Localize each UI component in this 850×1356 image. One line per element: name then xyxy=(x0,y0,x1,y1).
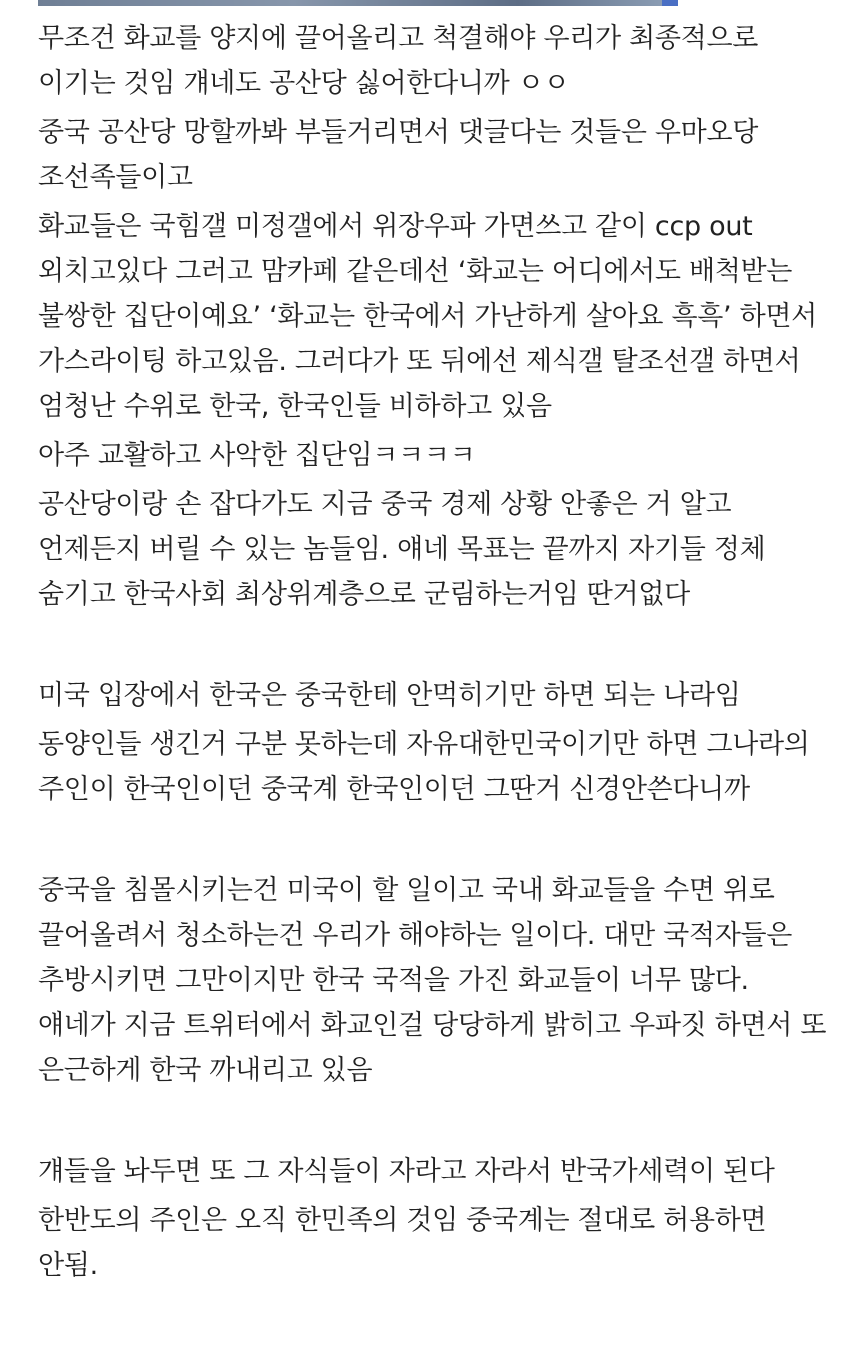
paragraph-5: 공산당이랑 손 잡다가도 지금 중국 경제 상황 안좋은 거 알고 언제든지 버릴 수 있는 놈들임. 얘네 목표는 끝까지 자기들 정체 숨기고 한국사회 최상위계층으로 군림하는거임 딴거없다 xyxy=(38,489,766,610)
post-body xyxy=(38,16,828,1292)
paragraph-10: 한반도의 주인은 오직 한민족의 것임 중국계는 절대로 허용하면 안됨. xyxy=(38,1205,767,1281)
spacer xyxy=(38,1097,828,1149)
spacer xyxy=(38,816,828,868)
spacer xyxy=(38,621,828,673)
paragraph-4: 아주 교활하고 사악한 집단임ㅋㅋㅋㅋ xyxy=(38,440,476,471)
paragraph-1: 무조건 화교를 양지에 끌어올리고 척결해야 우리가 최종적으로 이기는 것임 걔네도 공산당 싫어한다니까 ㅇㅇ xyxy=(38,23,759,99)
image-corner-icon xyxy=(662,0,678,6)
paragraph-7: 동양인들 생긴거 구분 못하는데 자유대한민국이기만 하면 그나라의 주인이 한국인이던 중국계 한국인이던 그딴거 신경안쓴다니까 xyxy=(38,729,810,805)
top-image-fragment xyxy=(38,0,678,6)
paragraph-9: 걔들을 놔두면 또 그 자식들이 자라고 자라서 반국가세력이 된다 xyxy=(38,1156,775,1187)
paragraph-6: 미국 입장에서 한국은 중국한테 안먹히기만 하면 되는 나라임 xyxy=(38,680,741,711)
paragraph-8: 중국을 침몰시키는건 미국이 할 일이고 국내 화교들을 수면 위로 끌어올려서 청소하는건 우리가 해야하는 일이다. 대만 국적자들은 추방시키면 그만이지만 한국 국적을 가진 화교들이 너무 많다. 얘네가 지금 트위터에서 화교인걸 당당하게 밝히고 우파짓 하면서 또 은근하게 한국 까내리고 있음 xyxy=(38,875,827,1086)
paragraph-2: 중국 공산당 망할까봐 부들거리면서 댓글다는 것들은 우마오당 조선족들이고 xyxy=(38,117,759,193)
paragraph-3: 화교들은 국힘갤 미정갤에서 위장우파 가면쓰고 같이 ccp out 외치고있다 그러고 맘카페 같은데선 ‘화교는 어디에서도 배척받는 불쌍한 집단이예요’ ‘화교는 한국에서 가난하게 살아요 흑흑’ 하면서 가스라이팅 하고있음. 그러다가 또 뒤에선 제식갤 탈조선갤 하면서 엄청난 수위로 한국, 한국인들 비하하고 있음 xyxy=(38,211,817,422)
